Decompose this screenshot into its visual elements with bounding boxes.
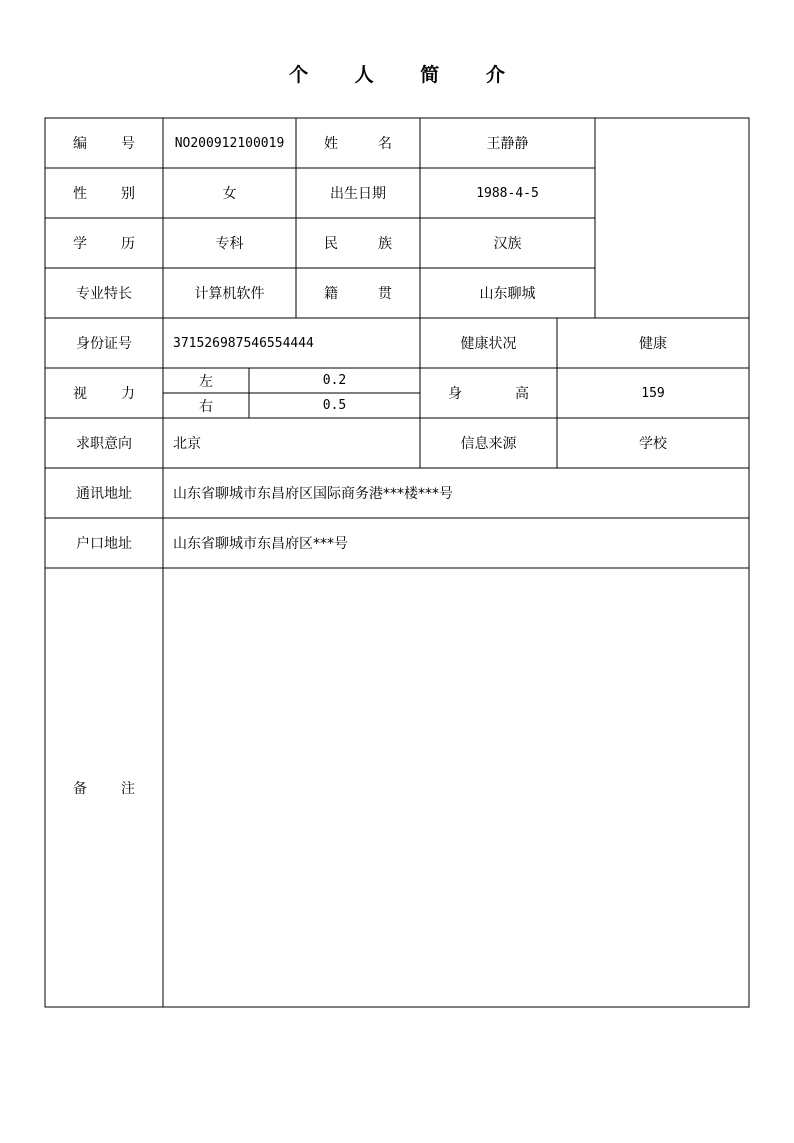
label-vision: [45, 368, 163, 418]
label-height: [420, 368, 557, 418]
label-char: 号: [121, 136, 135, 152]
value-vision-right: 0.5: [322, 398, 347, 413]
label-char: 籍: [324, 286, 338, 302]
label-char: 姓: [324, 136, 338, 152]
label-specialty: 专业特长: [76, 286, 132, 302]
label-info-source: 信息来源: [460, 436, 517, 452]
label-char: 学: [73, 236, 87, 252]
label-char: 贯: [378, 286, 392, 302]
label-char: 注: [121, 780, 135, 797]
label-name: [296, 118, 420, 168]
value-ethnicity: 汉族: [493, 236, 522, 252]
label-education: [45, 218, 163, 268]
label-char: 编: [73, 136, 87, 152]
page-title: 个 人 简 介: [289, 64, 525, 86]
label-id-card: 身份证号: [76, 336, 132, 352]
label-char: 高: [515, 386, 529, 402]
value-education: 专科: [215, 236, 244, 252]
label-char: 备: [73, 780, 87, 797]
label-char: 力: [121, 386, 135, 402]
label-char: 历: [121, 236, 135, 252]
value-health: 健康: [639, 336, 667, 352]
value-id-no: NO200912100019: [174, 135, 285, 151]
value-birth: 1988-4-5: [476, 185, 539, 201]
label-remarks: [45, 568, 163, 1007]
label-char: 性: [73, 186, 87, 202]
value-name: 王静静: [486, 136, 529, 152]
label-char: 别: [121, 186, 135, 202]
value-household-address: 山东省聊城市东昌府区***号: [173, 536, 348, 552]
label-vision-left: 左: [199, 373, 213, 390]
label-vision-right: 右: [199, 398, 213, 415]
label-gender: [45, 168, 163, 218]
value-gender: 女: [222, 186, 237, 202]
label-char: 身: [448, 386, 462, 402]
label-birth: 出生日期: [330, 186, 386, 202]
value-specialty: 计算机软件: [194, 286, 265, 302]
label-native-place: [296, 268, 420, 318]
photo-area: [595, 118, 749, 318]
value-mailing-address: 山东省聊城市东昌府区国际商务港***楼***号: [173, 486, 453, 502]
label-health: 健康状况: [460, 336, 517, 352]
value-id-card: 371526987546554444: [173, 335, 314, 351]
label-char: 名: [378, 136, 392, 152]
value-info-source: 学校: [639, 436, 667, 452]
label-char: 视: [73, 386, 87, 402]
label-household-address: 户口地址: [76, 536, 132, 552]
value-job-intention: 北京: [173, 436, 201, 452]
value-height: 159: [641, 385, 665, 401]
label-id-no: [45, 118, 163, 168]
label-char: 族: [378, 236, 392, 252]
label-mailing-address: 通讯地址: [76, 486, 132, 502]
value-remarks: [163, 568, 749, 1007]
value-vision-left: 0.2: [322, 373, 347, 388]
label-ethnicity: [296, 218, 420, 268]
label-char: 民: [324, 236, 338, 252]
value-native-place: 山东聊城: [479, 286, 536, 302]
label-job-intention: 求职意向: [76, 436, 132, 452]
